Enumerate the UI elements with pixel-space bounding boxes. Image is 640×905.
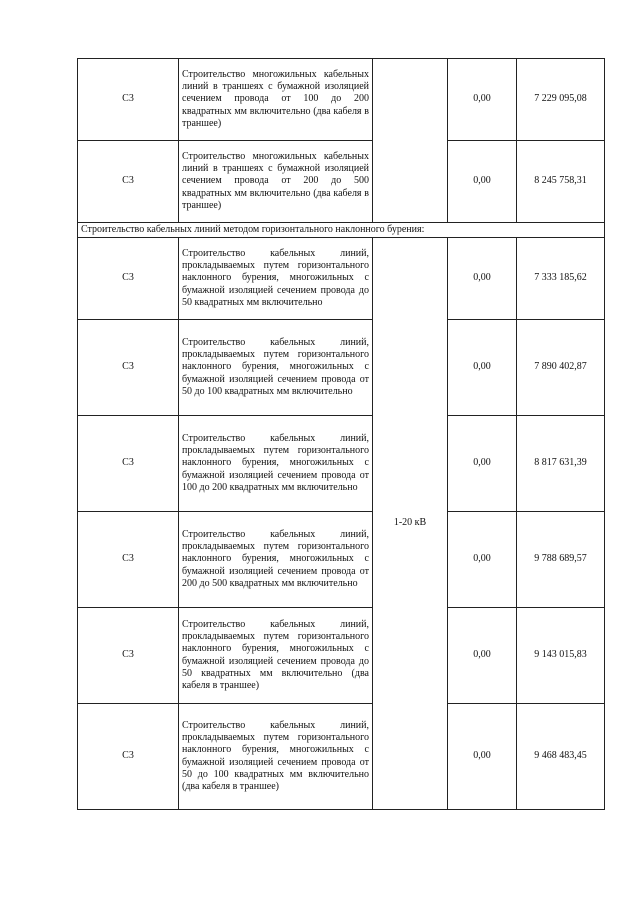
code-cell: С3 — [78, 238, 179, 320]
description-cell: Строительство многожильных кабельных линий в траншеях с бумажной изоляцией сечением провода от 200 до 500 квадратных мм включительно (два кабеля в траншее) — [179, 141, 373, 223]
code-cell: С3 — [78, 416, 179, 512]
table-row — [78, 320, 605, 416]
table-row — [78, 608, 605, 704]
value-cell: 0,00 — [448, 416, 517, 512]
voltage-cell-empty — [373, 59, 448, 223]
description-cell: Строительство кабельных линий, прокладываемых путем горизонтального наклонного бурения, многожильных с бумажной изоляцией сечением провода до 50 квадратных мм включительно (два кабеля в траншее) — [179, 608, 373, 704]
value-cell: 0,00 — [448, 141, 517, 223]
value-cell: 0,00 — [448, 238, 517, 320]
table-row — [78, 141, 605, 223]
section-row — [78, 223, 605, 238]
description-cell: Строительство кабельных линий, прокладываемых путем горизонтального наклонного бурения, многожильных с бумажной изоляцией сечением провода от 100 до 200 квадратных мм включительно — [179, 416, 373, 512]
description-cell: Строительство кабельных линий, прокладываемых путем горизонтального наклонного бурения, многожильных с бумажной изоляцией сечением провода до 50 квадратных мм включительно — [179, 238, 373, 320]
description-cell: Строительство кабельных линий, прокладываемых путем горизонтального наклонного бурения, многожильных с бумажной изоляцией сечением провода от 50 до 100 квадратных мм включительно — [179, 320, 373, 416]
price-cell: 9 143 015,83 — [517, 608, 605, 704]
price-cell: 9 788 689,57 — [517, 512, 605, 608]
value-cell: 0,00 — [448, 59, 517, 141]
price-cell: 9 468 483,45 — [517, 704, 605, 810]
code-cell: С3 — [78, 704, 179, 810]
voltage-cell: 1-20 кВ — [373, 238, 448, 810]
value-cell: 0,00 — [448, 320, 517, 416]
table-row — [78, 238, 605, 320]
section-title: Строительство кабельных линий методом горизонтального наклонного бурения: — [78, 223, 605, 238]
table-row — [78, 416, 605, 512]
value-cell: 0,00 — [448, 512, 517, 608]
price-cell: 7 229 095,08 — [517, 59, 605, 141]
table-row — [78, 704, 605, 810]
code-cell: С3 — [78, 608, 179, 704]
description-cell: Строительство кабельных линий, прокладываемых путем горизонтального наклонного бурения, многожильных с бумажной изоляцией сечением провода от 50 до 100 квадратных мм включительно (два кабеля в траншее) — [179, 704, 373, 810]
value-cell: 0,00 — [448, 704, 517, 810]
rates-table — [77, 58, 605, 810]
price-cell: 7 333 185,62 — [517, 238, 605, 320]
value-cell: 0,00 — [448, 608, 517, 704]
code-cell: С3 — [78, 512, 179, 608]
price-cell: 7 890 402,87 — [517, 320, 605, 416]
code-cell: С3 — [78, 320, 179, 416]
price-cell: 8 817 631,39 — [517, 416, 605, 512]
description-cell: Строительство кабельных линий, прокладываемых путем горизонтального наклонного бурения, многожильных с бумажной изоляцией сечением провода от 200 до 500 квадратных мм включительно — [179, 512, 373, 608]
code-cell: С3 — [78, 141, 179, 223]
table-row — [78, 59, 605, 141]
description-cell: Строительство многожильных кабельных линий в траншеях с бумажной изоляцией сечением провода от 100 до 200 квадратных мм включительно (два кабеля в траншее) — [179, 59, 373, 141]
price-cell: 8 245 758,31 — [517, 141, 605, 223]
code-cell: С3 — [78, 59, 179, 141]
table-row — [78, 512, 605, 608]
